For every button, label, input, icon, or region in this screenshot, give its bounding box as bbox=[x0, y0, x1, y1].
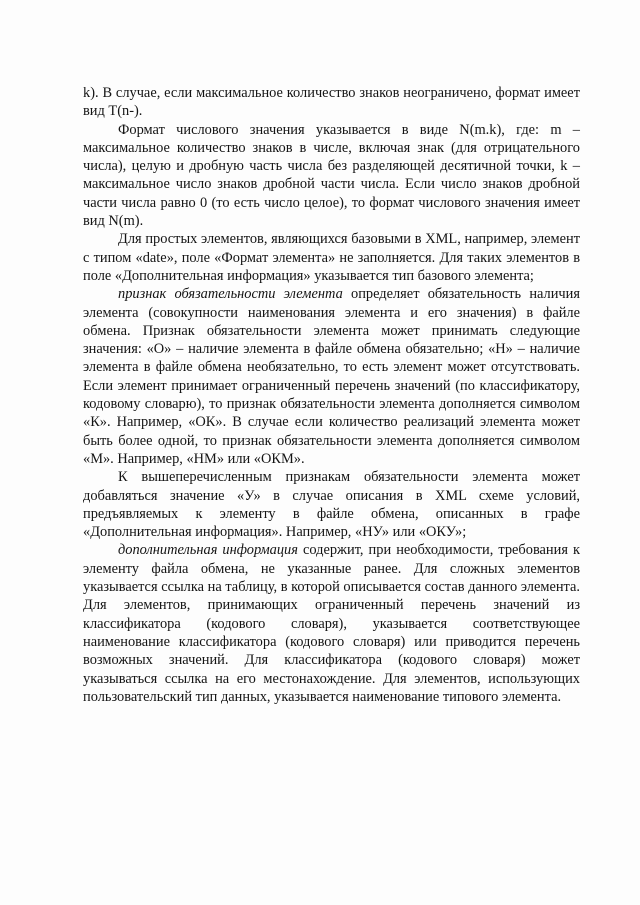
paragraph-5 bbox=[83, 468, 580, 541]
paragraph-6 bbox=[83, 541, 580, 706]
paragraph-3-text: Для простых элементов, являющихся базовыми в XML, например, элемент с типом «date», поле «Формат элемента» не заполняется. Для таких элементов в поле «Дополнительная информация» указывается тип базового элемента; bbox=[83, 231, 580, 284]
paragraph-3 bbox=[83, 230, 580, 285]
document-body bbox=[83, 84, 580, 706]
paragraph-6-term: дополнительная информация bbox=[118, 542, 298, 559]
paragraph-4-text: определяет обязательность наличия элемента (совокупности наименования элемента и его значения) в файле обмена. Признак обязательности элемента может принимать следующие значения: «О» – наличие элемента в файле обмена обязательно; «Н» – наличие элемента в файле обмена необязательно, то есть элемент может отсутствовать. Если элемент принимает ограниченный перечень значений (по классификатору, кодовому словарю), то признак обязательности элемента дополняется символом «К». Например, «ОК». В случае если количество реализаций элемента может быть более одной, то признак обязательности элемента дополняется символом «М». Например, «НМ» или «ОКМ». bbox=[83, 286, 580, 467]
paragraph-4-term: признак обязательности элемента bbox=[118, 286, 343, 303]
paragraph-2 bbox=[83, 121, 580, 231]
paragraph-4 bbox=[83, 285, 580, 468]
paragraph-1-text: k). В случае, если максимальное количество знаков неограничено, формат имеет вид T(n-). bbox=[83, 85, 580, 120]
paragraph-2-text: Формат числового значения указывается в виде N(m.k), где: m – максимальное количество знаков в числе, включая знак (для отрицательного числа), целую и дробную часть числа без разделяющей десятичной точки, k – максимальное число знаков дробной части числа. Если число знаков дробной части числа равно 0 (то есть число целое), то формат числового значения имеет вид N(m). bbox=[83, 121, 580, 230]
paragraph-1 bbox=[83, 84, 580, 121]
paragraph-6-text: содержит, при необходимости, требования к элементу файла обмена, не указанные ранее. Для сложных элементов указывается ссылка на таблицу, в которой описывается состав данного элемента. Для элементов, принимающих ограниченный перечень значений из классификатора (кодового словаря), указывается соответствующее наименование классификатора (кодового словаря) или приводится перечень возможных значений. Для классификатора (кодового словаря) может указываться ссылка на его местонахождение. Для элементов, использующих пользовательский тип данных, указывается наименование типового элемента. bbox=[83, 542, 580, 705]
paragraph-5-text: К вышеперечисленным признакам обязательности элемента может добавляться значение «У» в случае описания в XML схеме условий, предъявляемых к элементу в файле обмена, описанных в графе «Дополнительная информация». Например, «НУ» или «ОКУ»; bbox=[83, 469, 580, 541]
